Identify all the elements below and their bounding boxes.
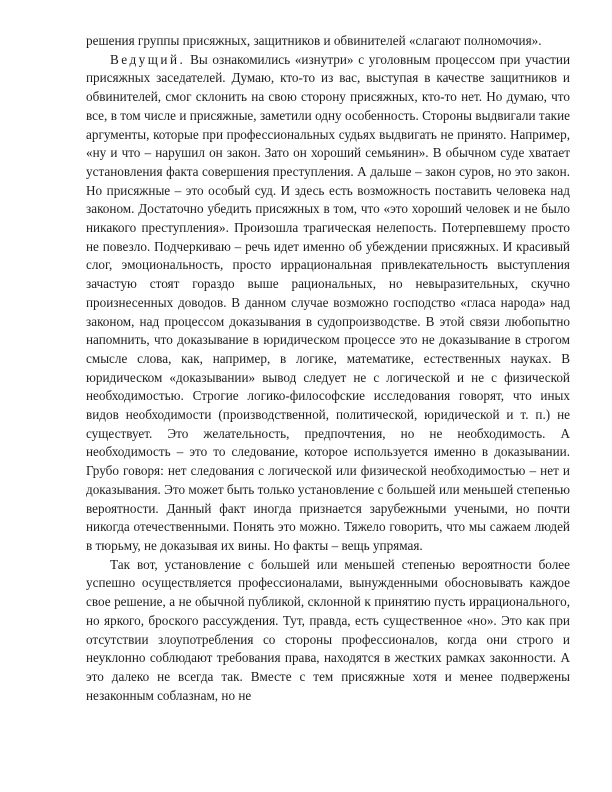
document-page bbox=[86, 32, 570, 705]
paragraph-continuation: решения группы присяжных, защитников и обвинителей «слагают полномочия». bbox=[86, 33, 542, 48]
host-speech-text: Вы ознакомились «изнутри» с уголовным процессом при участии присяжных заседателей. Думаю, кто-то из вас, выступая в качестве защитников и обвинителей, смог склонить на свою сторону присяжных, кто-то нет. Но думаю, что все, в том числе и присяжные, заметили одну особенность. Стороны выдвигали такие аргументы, которые при профессиональных судьях выдвигать не принято. Например, «ну и что – нарушил он закон. Зато он хороший семьянин». В обычном суде хватает установления факта совершения преступления. А дальше – закон суров, но это закон. Но присяжные – это особый суд. И здесь есть возможность поставить человека над законом. Достаточно убедить присяжных в том, что «это хороший человек и не было никакого преступления». Произошла трагическая нелепость. Потерпевшему просто не повезло. Подчеркиваю – речь идет именно об убеждении присяжных. И красивый слог, эмоциональность, просто иррациональная привлекательность выступления зачастую стоят гораздо выше рациональных, но невыразительных, скучно произнесенных доводов. В данном случае возможно господство «гласа народа» над законом, над процессом доказывания в судопроизводстве. В этой связи любопытно напомнить, что доказывание в юридическом процессе это не доказывание в строгом смысле слова, как, например, в логике, математике, естественных науках. В юридическом «доказывании» вывод следует не с логической и не с физической необходимостью. Строгие логико-философские исследования говорят, что иных видов необходимости (производственной, политической, юридической и т. п.) не существует. Это желательность, предпочтения, но не необходимость. А необходимость – это то следование, которое используется именно в доказывании. Грубо говоря: нет следования с логической или физической необходимостью – нет и доказывания. Это может быть только установление с большей или меньшей степенью вероятности. Данный факт иногда признается зарубежными учеными, но почти никогда отечественными. Понять это можно. Тяжело говорить, что мы сажаем людей в тюрьму, не доказывая их вины. Но факты – вещь упрямая. bbox=[86, 51, 571, 553]
speaker-label: Ведущий. bbox=[110, 51, 186, 67]
paragraph-host-speech bbox=[86, 51, 570, 556]
paragraph-conclusion: Так вот, установление с большей или меньшей степенью вероятности более успешно осуществляется профессионалами, вынужденными обосновывать каждое свое решение, а не обычной публикой, склонной к принятию пусть иррационального, но яркого, броского рассуждения. Тут, правда, есть существенное «но». Это как при отсутствии злоупотребления со стороны профессионалов, когда они строго и неуклонно соблюдают требования права, находятся в жестких рамках законности. А это далеко не всегда так. Вместе с тем присяжные хотя и менее подвержены незаконным соблазнам, но не bbox=[86, 556, 570, 703]
